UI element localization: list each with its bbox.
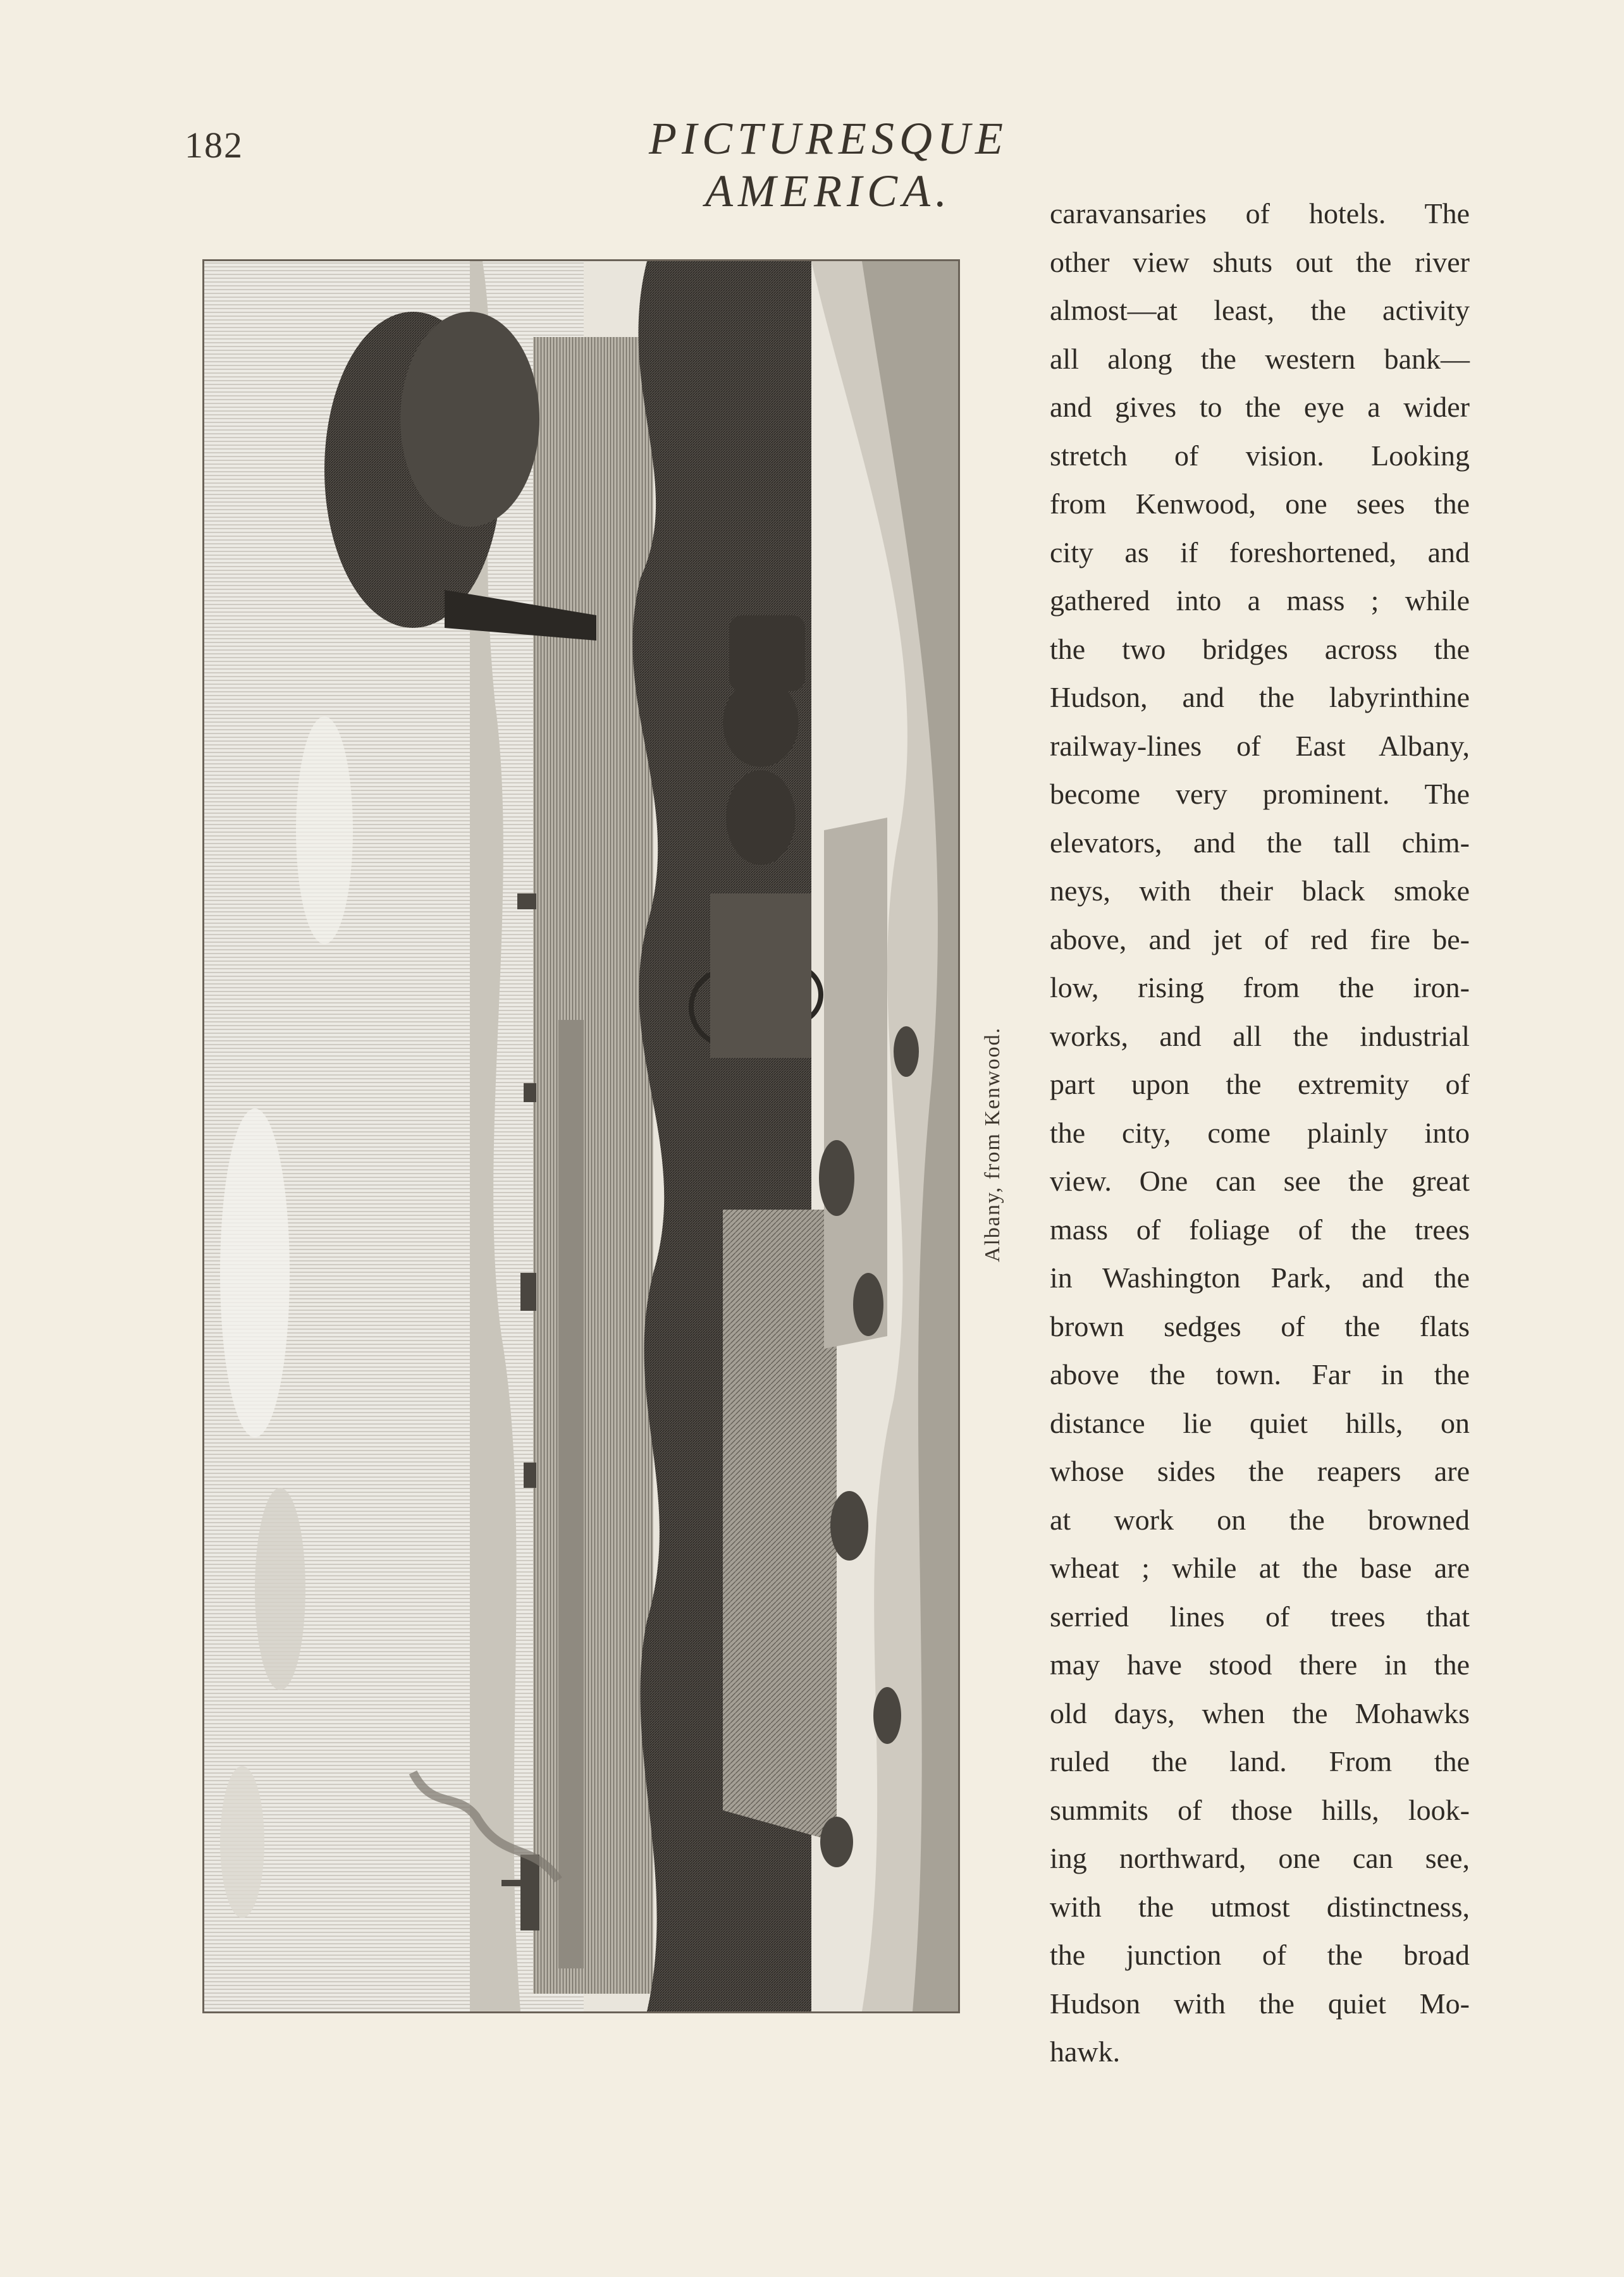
text-line: caravansaries of hotels. The: [1050, 197, 1470, 230]
text-line: in Washington Park, and the: [1050, 1261, 1470, 1294]
text-line: serried lines of trees that: [1050, 1600, 1470, 1633]
text-line: the two bridges across the: [1050, 632, 1470, 665]
text-line: may have stood there in the: [1050, 1648, 1470, 1681]
text-line: stretch of vision. Looking: [1050, 439, 1470, 472]
text-line: elevators, and the tall chim-: [1050, 826, 1470, 859]
text-line: brown sedges of the flats: [1050, 1310, 1470, 1342]
plate-caption: Albany, from Kenwood.: [981, 1026, 1004, 1263]
text-line: ing northward, one can see,: [1050, 1842, 1470, 1874]
text-line: ruled the land. From the: [1050, 1745, 1470, 1777]
text-line: view. One can see the great: [1050, 1165, 1470, 1197]
text-line: railway-lines of East Albany,: [1050, 729, 1470, 762]
text-line: part upon the extremity of: [1050, 1068, 1470, 1100]
text-line: at work on the browned: [1050, 1503, 1470, 1536]
text-line: with the utmost distinctness,: [1050, 1890, 1470, 1923]
text-line: other view shuts out the river: [1050, 245, 1470, 278]
text-line: low, rising from the iron-: [1050, 971, 1470, 1003]
text-line: distance lie quiet hills, on: [1050, 1406, 1470, 1439]
text-line: gathered into a mass ; while: [1050, 584, 1470, 617]
engraving-albany-from-kenwood: [202, 259, 960, 2013]
text-line: wheat ; while at the base are: [1050, 1552, 1470, 1584]
text-line: from Kenwood, one sees the: [1050, 488, 1470, 520]
page-number: 182: [185, 125, 243, 166]
text-line: city as if foreshortened, and: [1050, 536, 1470, 568]
text-line: all along the western bank—: [1050, 342, 1470, 375]
text-line: almost—at least, the activity: [1050, 294, 1470, 326]
text-line: the junction of the broad: [1050, 1939, 1470, 1971]
text-line: neys, with their black smoke: [1050, 875, 1470, 907]
text-line: hawk.: [1050, 2035, 1121, 2068]
text-line: mass of foliage of the trees: [1050, 1213, 1470, 1246]
text-line: Hudson, and the labyrinthine: [1050, 681, 1470, 713]
text-line: and gives to the eye a wider: [1050, 391, 1470, 423]
text-line: Hudson with the quiet Mo-: [1050, 1987, 1470, 2020]
text-line: summits of those hills, look-: [1050, 1793, 1470, 1826]
running-head: PICTURESQUE AMERICA.: [649, 113, 1008, 216]
body-text: [1050, 190, 1470, 2077]
text-line: works, and all the industrial: [1050, 1019, 1470, 1052]
text-line: above, and jet of red fire be-: [1050, 923, 1470, 955]
text-line: whose sides the reapers are: [1050, 1455, 1470, 1487]
text-line: old days, when the Mohawks: [1050, 1697, 1470, 1729]
text-line: above the town. Far in the: [1050, 1358, 1470, 1390]
text-line: the city, come plainly into: [1050, 1116, 1470, 1149]
text-line: become very prominent. The: [1050, 778, 1470, 810]
